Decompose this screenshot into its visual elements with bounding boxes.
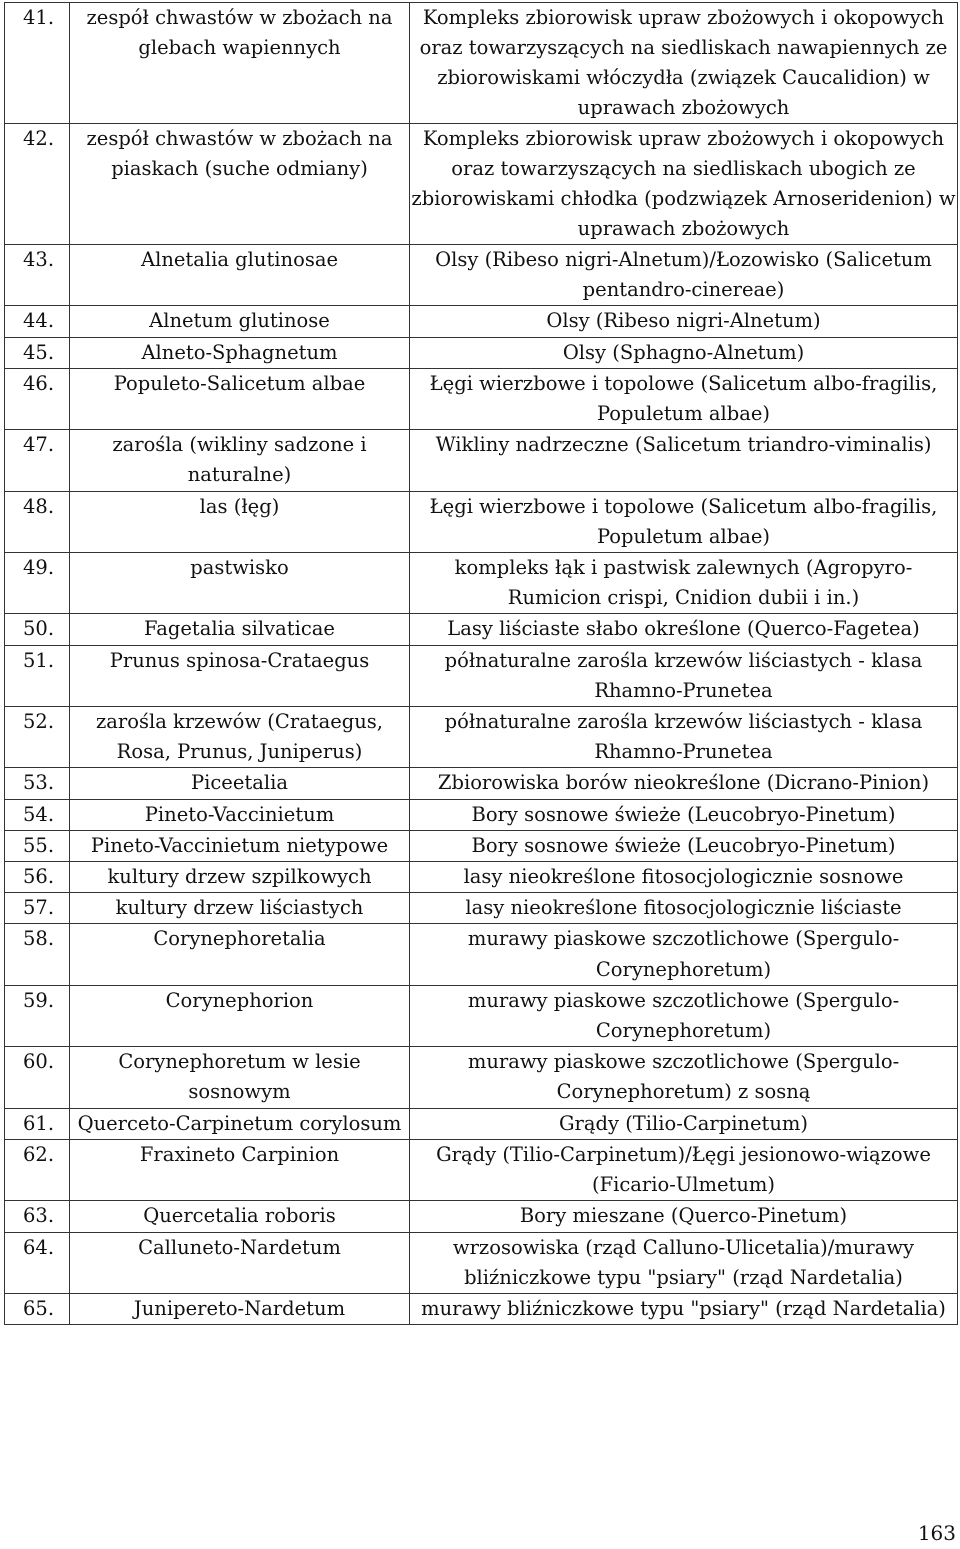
row-number: 45. xyxy=(5,337,70,368)
table-row xyxy=(5,368,958,429)
row-name: Corynephorion xyxy=(70,985,410,1046)
row-name: pastwisko xyxy=(70,553,410,614)
table-row xyxy=(5,1201,958,1232)
table-row xyxy=(5,3,958,124)
row-description: lasy nieokreślone fitosocjologicznie liściaste xyxy=(410,893,958,924)
row-description: Olsy (Sphagno-Alnetum) xyxy=(410,337,958,368)
row-number: 49. xyxy=(5,553,70,614)
table-row xyxy=(5,306,958,337)
row-number: 44. xyxy=(5,306,70,337)
row-number: 46. xyxy=(5,368,70,429)
row-number: 61. xyxy=(5,1108,70,1139)
table-row xyxy=(5,124,958,245)
row-name: Junipereto-Nardetum xyxy=(70,1293,410,1324)
row-description: Bory sosnowe świeże (Leucobryo-Pinetum) xyxy=(410,799,958,830)
row-description: Kompleks zbiorowisk upraw zbożowych i okopowych oraz towarzyszących na siedliskach ubogich ze zbiorowiskami chłodka (podzwiązek Arnoseridenion) w uprawach zbożowych xyxy=(410,124,958,245)
table-row xyxy=(5,1232,958,1293)
row-number: 55. xyxy=(5,830,70,861)
row-name: Quercetalia roboris xyxy=(70,1201,410,1232)
table-row xyxy=(5,862,958,893)
table-row xyxy=(5,707,958,768)
table-row xyxy=(5,893,958,924)
table-row xyxy=(5,645,958,706)
row-number: 43. xyxy=(5,245,70,306)
table-row xyxy=(5,1293,958,1324)
row-name: Fagetalia silvaticae xyxy=(70,614,410,645)
page-number: 163 xyxy=(917,1521,956,1545)
table-row xyxy=(5,337,958,368)
row-name: zarośla krzewów (Crataegus, Rosa, Prunus, Juniperus) xyxy=(70,707,410,768)
row-description: półnaturalne zarośla krzewów liściastych - klasa Rhamno-Prunetea xyxy=(410,707,958,768)
row-description: Grądy (Tilio-Carpinetum) xyxy=(410,1108,958,1139)
row-number: 50. xyxy=(5,614,70,645)
row-description: murawy bliźniczkowe typu "psiary" (rząd Nardetalia) xyxy=(410,1293,958,1324)
row-name: Piceetalia xyxy=(70,768,410,799)
row-name: las (łęg) xyxy=(70,491,410,552)
row-number: 56. xyxy=(5,862,70,893)
row-number: 62. xyxy=(5,1139,70,1200)
row-name: Corynephoretum w lesie sosnowym xyxy=(70,1047,410,1108)
table-row xyxy=(5,1047,958,1108)
row-description: Zbiorowiska borów nieokreślone (Dicrano-Pinion) xyxy=(410,768,958,799)
row-description: lasy nieokreślone fitosocjologicznie sosnowe xyxy=(410,862,958,893)
row-description: murawy piaskowe szczotlichowe (Spergulo-Corynephoretum) z sosną xyxy=(410,1047,958,1108)
row-name: Calluneto-Nardetum xyxy=(70,1232,410,1293)
table-row xyxy=(5,245,958,306)
row-number: 59. xyxy=(5,985,70,1046)
row-number: 57. xyxy=(5,893,70,924)
row-name: Populeto-Salicetum albae xyxy=(70,368,410,429)
table-row xyxy=(5,799,958,830)
row-description: Wikliny nadrzeczne (Salicetum triandro-viminalis) xyxy=(410,430,958,491)
row-name: Prunus spinosa-Crataegus xyxy=(70,645,410,706)
row-number: 42. xyxy=(5,124,70,245)
row-name: kultury drzew liściastych xyxy=(70,893,410,924)
row-number: 63. xyxy=(5,1201,70,1232)
row-description: murawy piaskowe szczotlichowe (Spergulo-Corynephoretum) xyxy=(410,985,958,1046)
row-name: kultury drzew szpilkowych xyxy=(70,862,410,893)
row-description: Kompleks zbiorowisk upraw zbożowych i okopowych oraz towarzyszących na siedliskach nawapiennych ze zbiorowiskami włóczydła (związek Caucalidion) w uprawach zbożowych xyxy=(410,3,958,124)
table-row xyxy=(5,1139,958,1200)
row-description: półnaturalne zarośla krzewów liściastych - klasa Rhamno-Prunetea xyxy=(410,645,958,706)
table-row xyxy=(5,985,958,1046)
row-name: zarośla (wikliny sadzone i naturalne) xyxy=(70,430,410,491)
row-name: Alnetalia glutinosae xyxy=(70,245,410,306)
row-name: Querceto-Carpinetum corylosum xyxy=(70,1108,410,1139)
row-name: Pineto-Vaccinietum xyxy=(70,799,410,830)
row-name: zespół chwastów w zbożach na piaskach (suche odmiany) xyxy=(70,124,410,245)
row-description: kompleks łąk i pastwisk zalewnych (Agropyro-Rumicion crispi, Cnidion dubii i in.) xyxy=(410,553,958,614)
row-number: 54. xyxy=(5,799,70,830)
row-description: Olsy (Ribeso nigri-Alnetum)/Łozowisko (Salicetum pentandro-cinereae) xyxy=(410,245,958,306)
row-number: 51. xyxy=(5,645,70,706)
row-number: 60. xyxy=(5,1047,70,1108)
row-description: Łęgi wierzbowe i topolowe (Salicetum albo-fragilis, Populetum albae) xyxy=(410,368,958,429)
row-description: wrzosowiska (rząd Calluno-Ulicetalia)/murawy bliźniczkowe typu "psiary" (rząd Nardetalia) xyxy=(410,1232,958,1293)
vegetation-table xyxy=(4,2,958,1325)
row-description: Bory sosnowe świeże (Leucobryo-Pinetum) xyxy=(410,830,958,861)
row-name: Corynephoretalia xyxy=(70,924,410,985)
row-number: 41. xyxy=(5,3,70,124)
row-description: Bory mieszane (Querco-Pinetum) xyxy=(410,1201,958,1232)
table-row xyxy=(5,430,958,491)
row-number: 53. xyxy=(5,768,70,799)
row-description: Grądy (Tilio-Carpinetum)/Łęgi jesionowo-wiązowe (Ficario-Ulmetum) xyxy=(410,1139,958,1200)
table-row xyxy=(5,830,958,861)
row-description: Olsy (Ribeso nigri-Alnetum) xyxy=(410,306,958,337)
row-name: Fraxineto Carpinion xyxy=(70,1139,410,1200)
row-name: zespół chwastów w zbożach na glebach wapiennych xyxy=(70,3,410,124)
table-row xyxy=(5,553,958,614)
row-name: Alnetum glutinose xyxy=(70,306,410,337)
row-name: Alneto-Sphagnetum xyxy=(70,337,410,368)
table-row xyxy=(5,768,958,799)
table-row xyxy=(5,1108,958,1139)
row-description: Łęgi wierzbowe i topolowe (Salicetum albo-fragilis, Populetum albae) xyxy=(410,491,958,552)
row-description: Lasy liściaste słabo określone (Querco-Fagetea) xyxy=(410,614,958,645)
row-number: 65. xyxy=(5,1293,70,1324)
row-name: Pineto-Vaccinietum nietypowe xyxy=(70,830,410,861)
row-number: 64. xyxy=(5,1232,70,1293)
table-row xyxy=(5,924,958,985)
table-row xyxy=(5,614,958,645)
table-row xyxy=(5,491,958,552)
row-description: murawy piaskowe szczotlichowe (Spergulo-Corynephoretum) xyxy=(410,924,958,985)
row-number: 52. xyxy=(5,707,70,768)
row-number: 58. xyxy=(5,924,70,985)
row-number: 48. xyxy=(5,491,70,552)
row-number: 47. xyxy=(5,430,70,491)
